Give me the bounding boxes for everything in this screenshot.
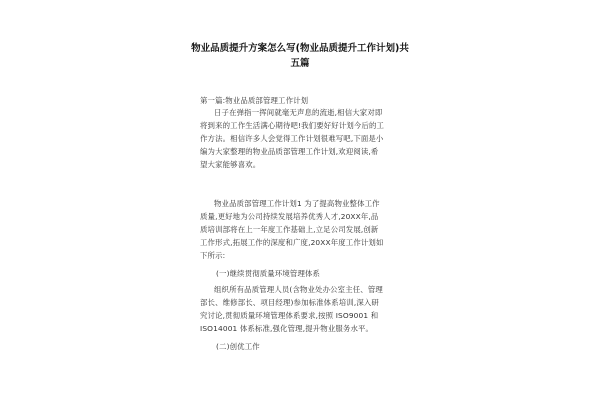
paragraph-line: 下所示: (200, 251, 226, 260)
paragraph-line: 作方法。相信许多人会觉得工作计划很难写吧,下面是小 (200, 134, 384, 143)
subsection-heading: (一)继续贯彻质量环境管理体系 (216, 269, 321, 278)
paragraph-line: 望大家能够喜欢。 (200, 160, 261, 169)
paragraph-line: 编为大家整理的物业品质部管理工作计划,欢迎阅读,希 (200, 147, 379, 156)
paragraph-line: 将到来的工作生活满心期待吧!我们要好好计划今后的工 (200, 121, 385, 130)
document-title-line-2: 五篇 (290, 58, 310, 69)
paragraph-line: 工作形式,拓展工作的深度和广度,20XX年度工作计划如 (200, 238, 384, 247)
section-heading: 第一篇:物业品质部管理工作计划 (200, 96, 309, 105)
paragraph-line: ISO14001 体系标准,强化管理,提升物业服务水平。 (200, 324, 374, 333)
paragraph-line: 物业品质部管理工作计划1 为了提高物业整体工作 (214, 199, 380, 208)
paragraph-line: 质培训部将在上一年度工作基础上,立足公司发展,创新 (200, 225, 379, 234)
paragraph-line: 究讨论,贯彻质量环境管理体系要求,按照 ISO9001 和 (200, 311, 379, 320)
subsection-heading: (二)创优工作 (216, 342, 260, 351)
paragraph-line: 部长、维修部长、项目经理)参加标准体系培训,深入研 (200, 298, 379, 307)
paragraph-line: 质量,更好地为公司持续发展培养优秀人才,20XX年,品 (200, 212, 379, 221)
paragraph-line: 日子在弹指一挥间就毫无声息的流逝,相信大家对即 (214, 108, 383, 117)
document-title-line-1: 物业品质提升方案怎么写(物业品质提升工作计划)共 (191, 43, 409, 54)
paragraph-line: 组织所有品质管理人员(含物业处办公室主任、管理 (214, 285, 383, 294)
